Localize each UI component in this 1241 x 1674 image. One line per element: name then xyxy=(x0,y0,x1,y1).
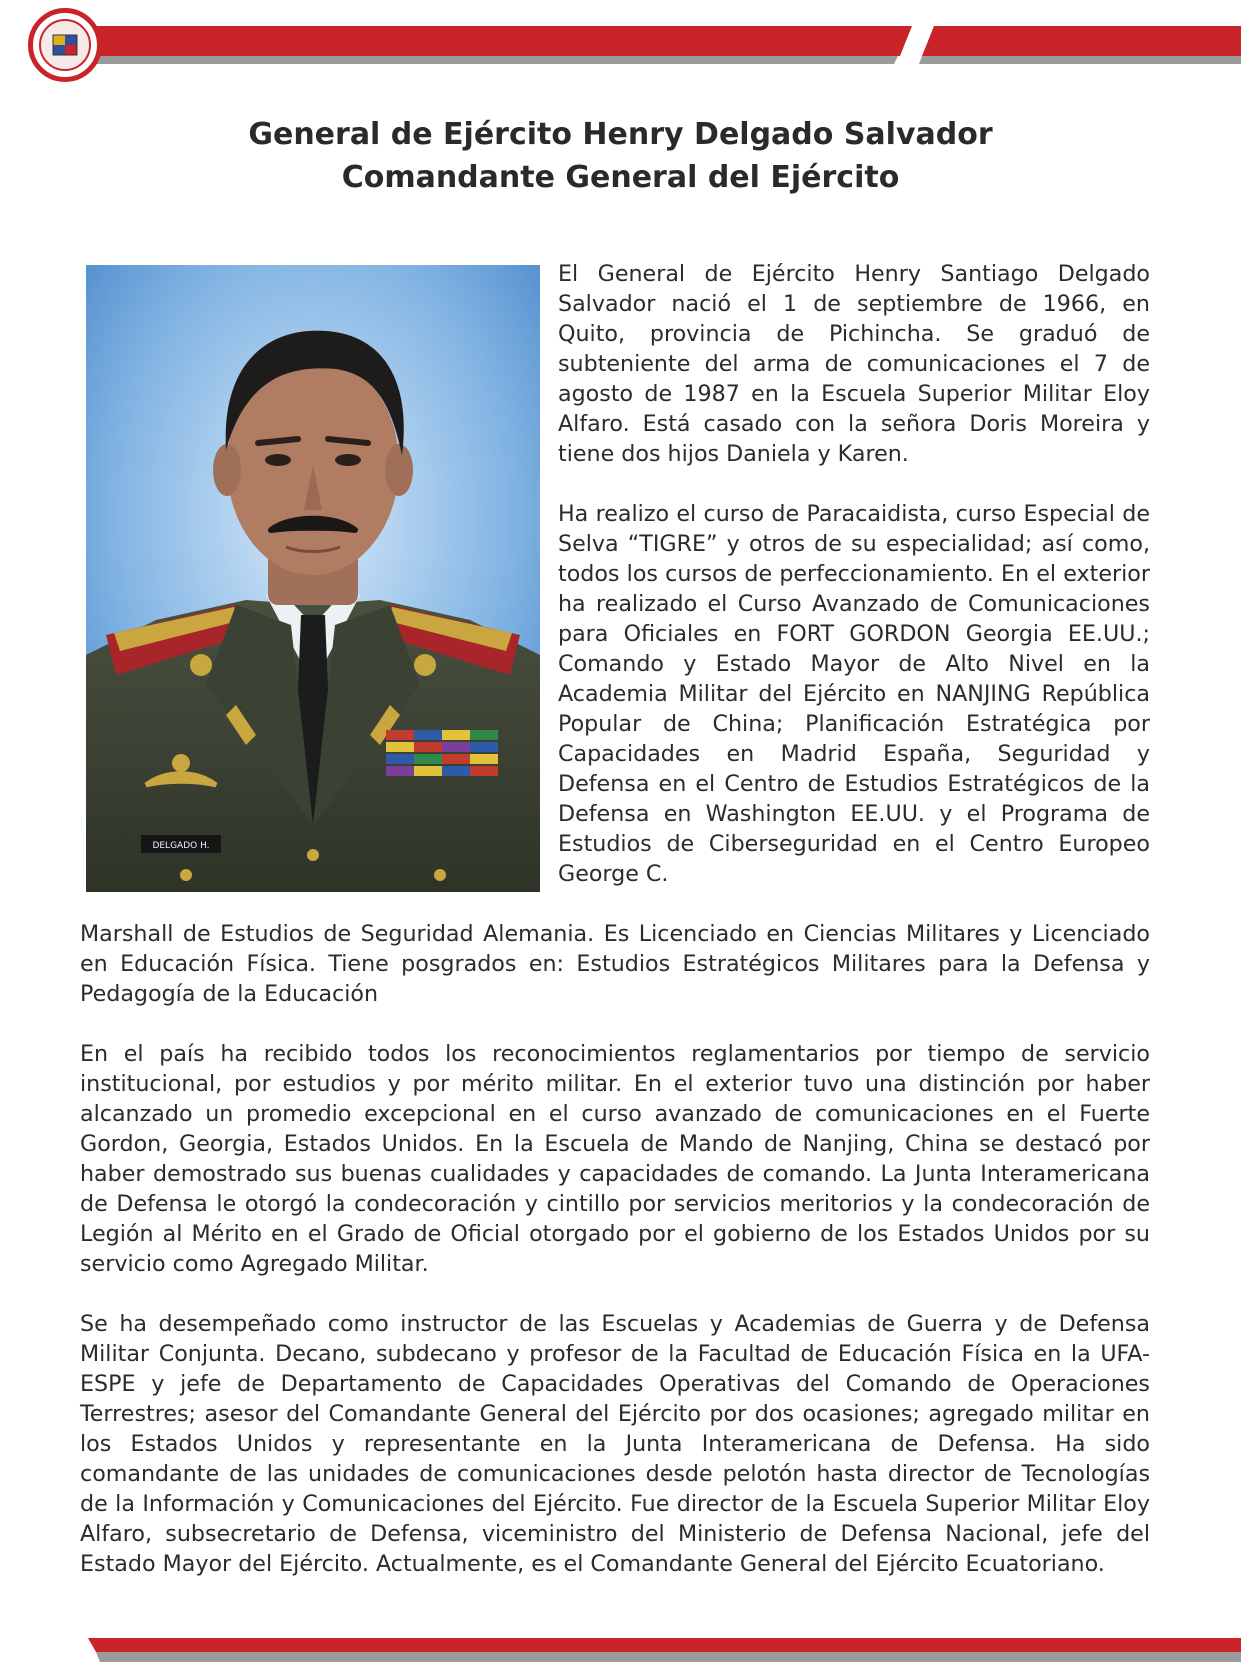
bio-paragraph-3: En el país ha recibido todos los reconocimientos reglamentarios por tiempo de servicio institucional, por estudios y por mérito militar. En el exterior tuvo una distinción por haber alcanzado un promedio excepcional en el curso avanzado de comunicaciones en el Fuerte Gordon, Georgia, Estados Unidos. En la Escuela de Mando de Nanjing, China se destacó por haber demostrado sus buenas cualidades y capacidades de comando. La Junta Interamericana de Defensa le otorgó la condecoración y cintillo por servicios meritorios y la condecoración de Legión al Mérito en el Grado de Oficial otorgado por el gobierno de los Estados Unidos por su servicio como Agregado Militar. xyxy=(80,1041,1150,1277)
army-emblem-icon xyxy=(28,8,102,82)
bio-paragraph-1: El General de Ejército Henry Santiago Delgado Salvador nació el 1 de septiembre de 1966, en Quito, provincia de Pichincha. Se graduó de subteniente del arma de comunicaciones el 7 de agosto de 1987 en la Escuela Superior Militar Eloy Alfaro. Está casado con la señora Doris Moreira y tiene dos hijos Daniela y Karen. xyxy=(558,261,1150,467)
bio-paragraph-2: Ha realizo el curso de Paracaidista, curso Especial de Selva “TIGRE” y otros de su especialidad; así como, todos los cursos de perfeccionamiento. En el exterior ha realizado el Curso Avanzado de Comunicaciones para Oficiales en FORT GORDON Georgia EE.UU.; Comando y Estado Mayor de Alto Nivel en la Academia Militar del Ejército en NANJING República Popular de China; Planificación Estratégica por Capacidades en Madrid España, Seguridad y Defensa en el Centro de Estudios Estratégicos de la Defensa en Washington EE.UU. y el Programa de Estudios de Ciberseguridad en el Centro Europeo George C. xyxy=(558,501,1150,887)
page-subtitle: Comandante General del Ejército xyxy=(341,160,900,195)
officer-portrait-image xyxy=(86,265,540,892)
footer-band xyxy=(0,1638,1241,1674)
page-title: General de Ejército Henry Delgado Salvador xyxy=(248,117,993,152)
bio-paragraph-2-continued: Marshall de Estudios de Seguridad Alemania. Es Licenciado en Ciencias Militares y Licenciado en Educación Física. Tiene posgrados en: Estudios Estratégicos Militares para la Defensa y Pedagogía de la Educación xyxy=(80,921,1150,1007)
bio-paragraph-4: Se ha desempeñado como instructor de las Escuelas y Academias de Guerra y de Defensa Militar Conjunta. Decano, subdecano y profesor de la Facultad de Educación Física en la UFA-ESPE y jefe de Departamento de Capacidades Operativas del Comando de Operaciones Terrestres; asesor del Comandante General del Ejército por dos ocasiones; agregado militar en los Estados Unidos y representante en la Junta Interamericana de Defensa. Ha sido comandante de las unidades de comunicaciones desde pelotón hasta director de Tecnologías de la Información y Comunicaciones del Ejército. Fue director de la Escuela Superior Militar Eloy Alfaro, subsecretario de Defensa, viceministro del Ministerio de Defensa Nacional, jefe del Estado Mayor del Ejército. Actualmente, es el Comandante General del Ejército Ecuatoriano. xyxy=(80,1311,1151,1577)
header-band xyxy=(0,0,1241,90)
name-tag: DELGADO H. xyxy=(152,841,210,851)
